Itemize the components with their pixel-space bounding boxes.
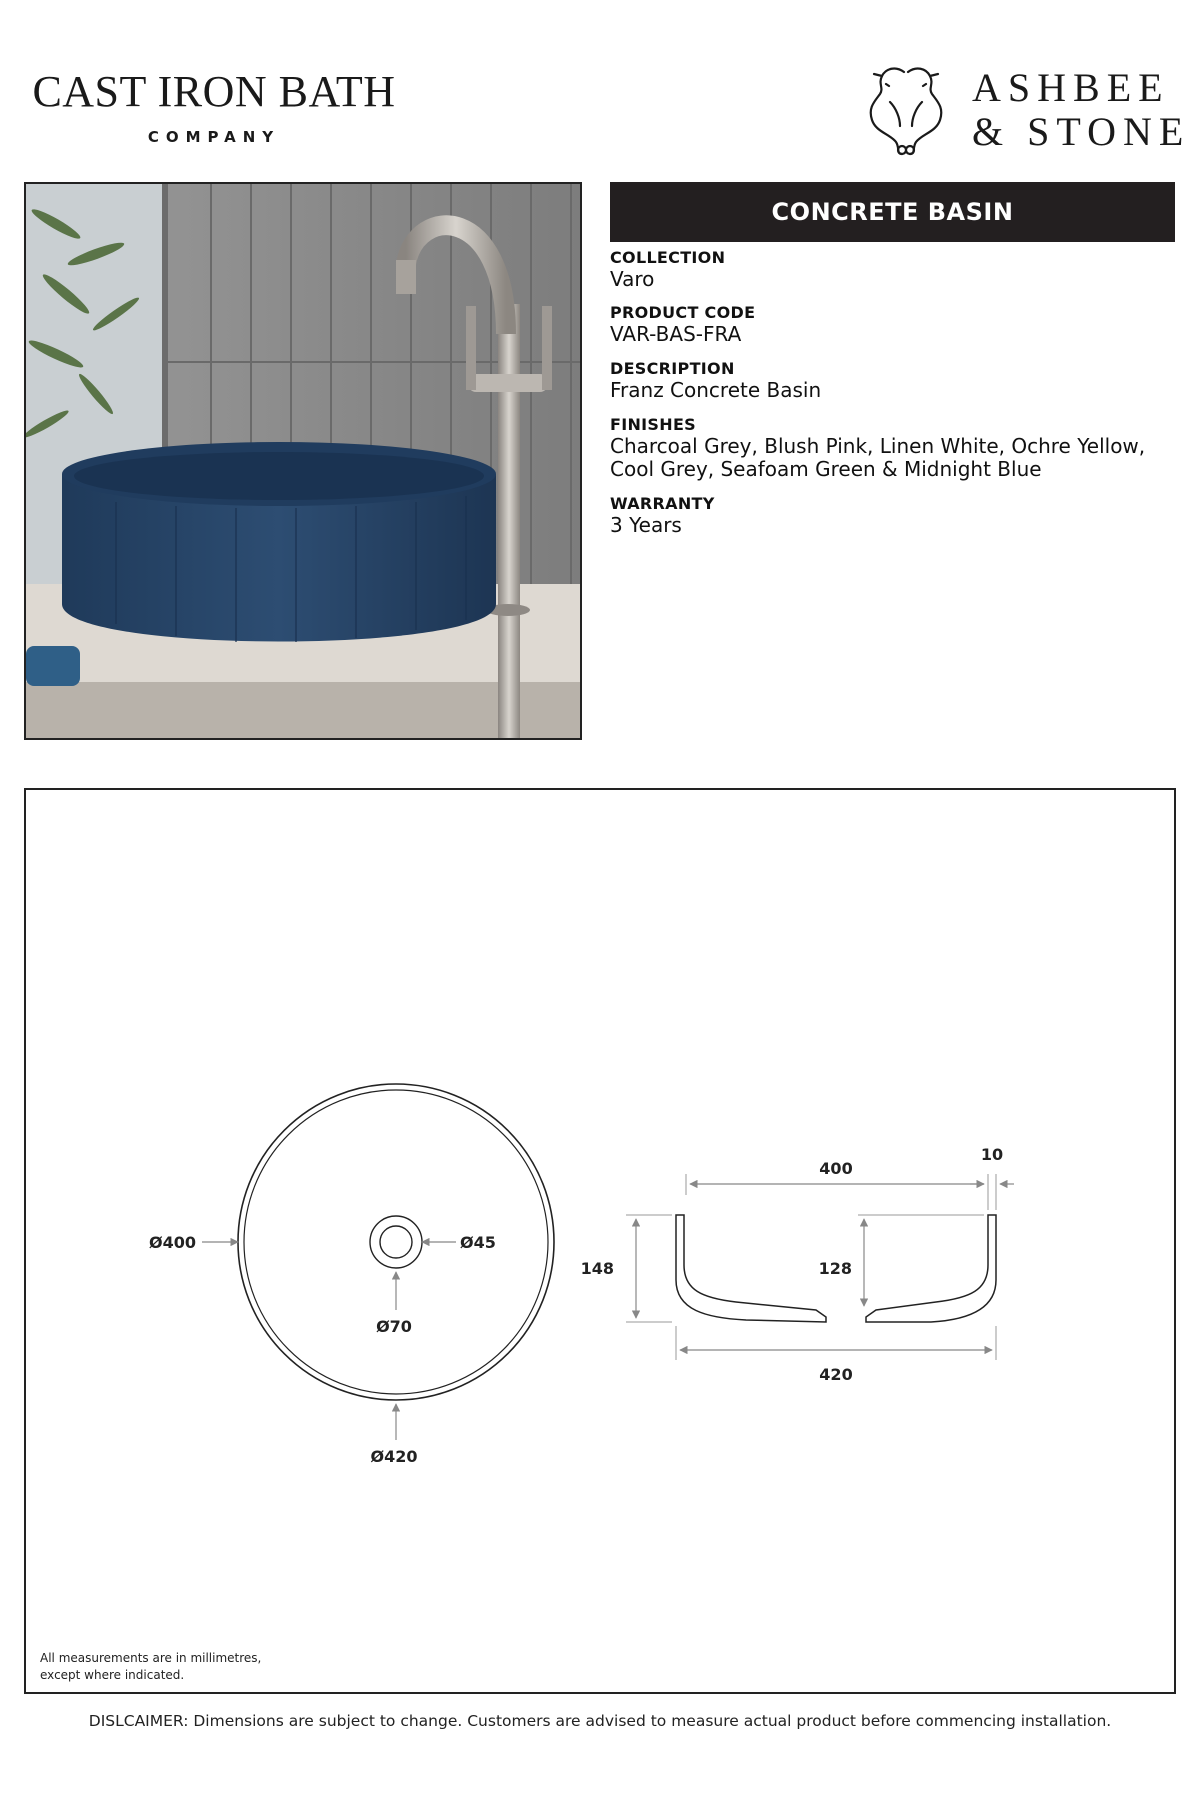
section-right-wall <box>866 1215 996 1322</box>
dim-inner-width: 400 <box>819 1159 853 1178</box>
spec-value: VAR-BAS-FRA <box>610 322 742 346</box>
measurement-note <box>40 1650 300 1684</box>
brand-right-line2: & STONE <box>972 109 1191 154</box>
waste-outer-circle <box>370 1216 422 1268</box>
plan-view <box>149 1084 554 1466</box>
spec-value: Franz Concrete Basin <box>610 378 822 402</box>
inner-rim-circle <box>244 1090 548 1394</box>
waste-inner-circle <box>380 1226 412 1258</box>
brand-right-line1: ASHBEE <box>972 65 1170 110</box>
dim-waste-outer-diameter: Ø70 <box>376 1317 412 1336</box>
spec-label: FINISHES <box>610 415 696 434</box>
dim-overall-width: 420 <box>819 1365 853 1384</box>
brand-left-subline: COMPANY <box>147 128 281 146</box>
section-left-wall <box>676 1215 826 1322</box>
spec-collection <box>610 248 1175 291</box>
disclaimer-text: DISLCAIMER: Dimensions are subject to change. Customers are advised to measure actual product before commencing installation. <box>88 1712 1112 1730</box>
dim-outer-diameter-top: Ø400 <box>149 1233 196 1252</box>
spec-label: PRODUCT CODE <box>610 303 756 322</box>
cast-iron-bath-logo <box>24 67 404 146</box>
measurement-note-line1: All measurements are in millimetres, <box>40 1651 262 1665</box>
dim-waste-diameter: Ø45 <box>460 1233 496 1252</box>
dim-overall-height: 148 <box>580 1259 614 1278</box>
dim-wall-thickness: 10 <box>980 1145 1004 1164</box>
spec-description <box>610 359 1175 402</box>
measurement-note-line2: except where indicated. <box>40 1668 185 1682</box>
spec-value: 3 Years <box>610 513 682 537</box>
dim-outer-diameter-bottom: Ø420 <box>370 1447 418 1466</box>
spec-label: COLLECTION <box>610 248 726 267</box>
spec-warranty <box>610 494 1175 537</box>
seahorse-emblem-icon <box>860 62 952 158</box>
spec-label: WARRANTY <box>610 494 715 513</box>
spec-product-code <box>610 303 1175 346</box>
spec-label: DESCRIPTION <box>610 359 735 378</box>
dim-inner-depth: 128 <box>818 1259 852 1278</box>
brand-left-name: CAST IRON BATH <box>32 67 396 116</box>
outer-rim-circle <box>238 1084 554 1400</box>
product-title: CONCRETE BASIN <box>610 182 1175 242</box>
technical-drawing <box>24 788 1176 1694</box>
spec-value: Varo <box>610 267 655 291</box>
section-view <box>581 1145 1014 1384</box>
spec-value: Charcoal Grey, Blush Pink, Linen White, Ochre Yellow, Cool Grey, Seafoam Green & Midnight Blue <box>610 434 1146 481</box>
ashbee-stone-logo <box>860 60 1191 160</box>
spec-finishes <box>610 415 1175 481</box>
product-photo <box>24 182 582 740</box>
